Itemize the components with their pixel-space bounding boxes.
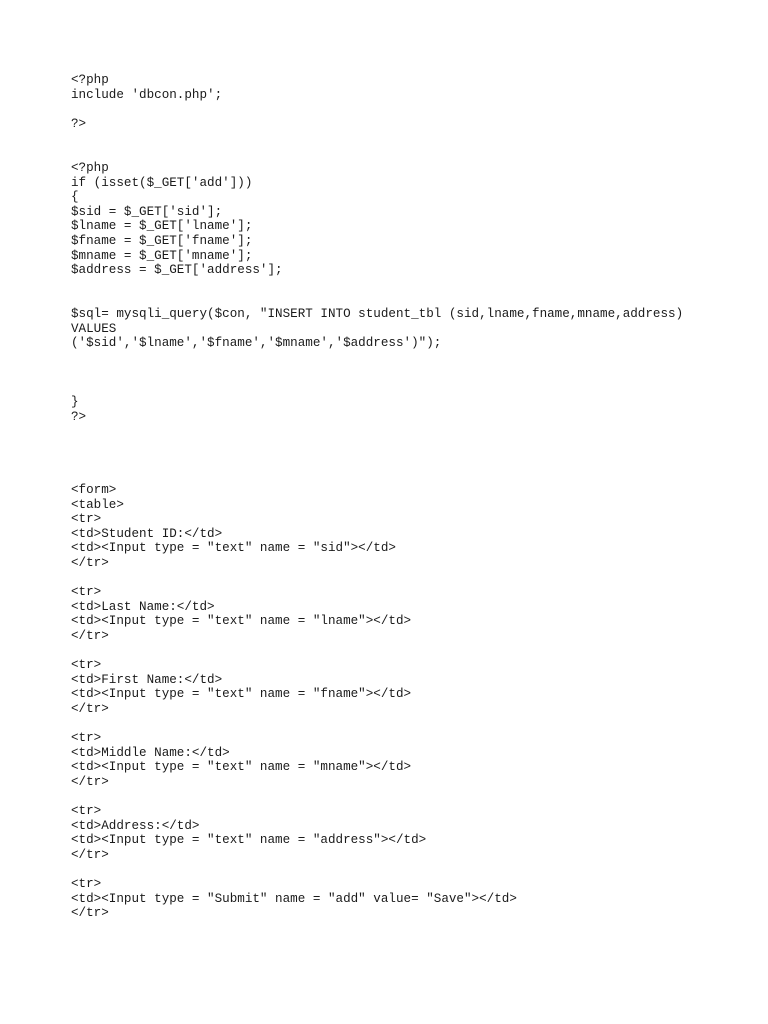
code-line [71, 789, 517, 804]
code-line: </tr> [71, 555, 109, 570]
code-line: ?> [71, 116, 87, 131]
code-line: VALUES [71, 321, 117, 336]
code-line: ?> [71, 409, 87, 424]
code-line: } [71, 395, 79, 409]
code-line: <td>Student ID:</td> [71, 526, 223, 541]
code-line: <td><Input type = "text" name = "address"></td> [71, 833, 427, 848]
php-include-block [71, 73, 222, 131]
code-line: <td><Input type = "text" name = "sid"></td> [71, 541, 396, 556]
code-line: </tr> [71, 774, 109, 789]
code-line [71, 644, 517, 659]
code-line [71, 102, 222, 117]
code-line: <tr> [71, 512, 102, 527]
code-line: <td><Input type = "text" name = "fname"></td> [71, 687, 412, 702]
code-line: <?php [71, 161, 109, 175]
code-line [71, 571, 517, 586]
sql-insert-block [71, 307, 683, 351]
code-line: <td><Input type = "text" name = "lname"></td> [71, 614, 412, 629]
code-line: <tr> [71, 658, 102, 673]
code-line: include 'dbcon.php'; [71, 87, 223, 102]
code-line: <tr> [71, 877, 102, 892]
code-line: <td><Input type = "text" name = "mname"></td> [71, 760, 412, 775]
code-line: $mname = $_GET['mname']; [71, 248, 253, 263]
code-line: <?php [71, 73, 109, 87]
code-line: <tr> [71, 731, 102, 746]
code-line [71, 717, 517, 732]
code-line: <table> [71, 497, 124, 512]
html-form-block [71, 483, 517, 921]
code-line: </tr> [71, 906, 109, 921]
php-get-params-block [71, 161, 283, 278]
code-line: ('$sid','$lname','$fname','$mname','$address')"); [71, 336, 442, 351]
code-line: if (isset($_GET['add'])) [71, 175, 253, 190]
code-line: $fname = $_GET['fname']; [71, 233, 253, 248]
code-line: </tr> [71, 628, 109, 643]
code-line [71, 862, 517, 877]
code-line: <form> [71, 483, 117, 497]
code-line: <td>Address:</td> [71, 818, 200, 833]
code-line: <td>Middle Name:</td> [71, 745, 230, 760]
code-line: <tr> [71, 585, 102, 600]
code-line: $sql= mysqli_query($con, "INSERT INTO student_tbl (sid,lname,fname,mname,address) [71, 307, 684, 321]
code-line: <tr> [71, 804, 102, 819]
code-line: { [71, 190, 79, 205]
php-close-block [71, 395, 86, 424]
code-line: <td>Last Name:</td> [71, 599, 215, 614]
code-line: $address = $_GET['address']; [71, 263, 283, 278]
code-line: <td><Input type = "Submit" name = "add" value= "Save"></td> [71, 891, 517, 906]
code-line: $lname = $_GET['lname']; [71, 219, 253, 234]
code-line: <td>First Name:</td> [71, 672, 223, 687]
code-line: $sid = $_GET['sid']; [71, 204, 223, 219]
code-line: </tr> [71, 847, 109, 862]
code-line: </tr> [71, 701, 109, 716]
